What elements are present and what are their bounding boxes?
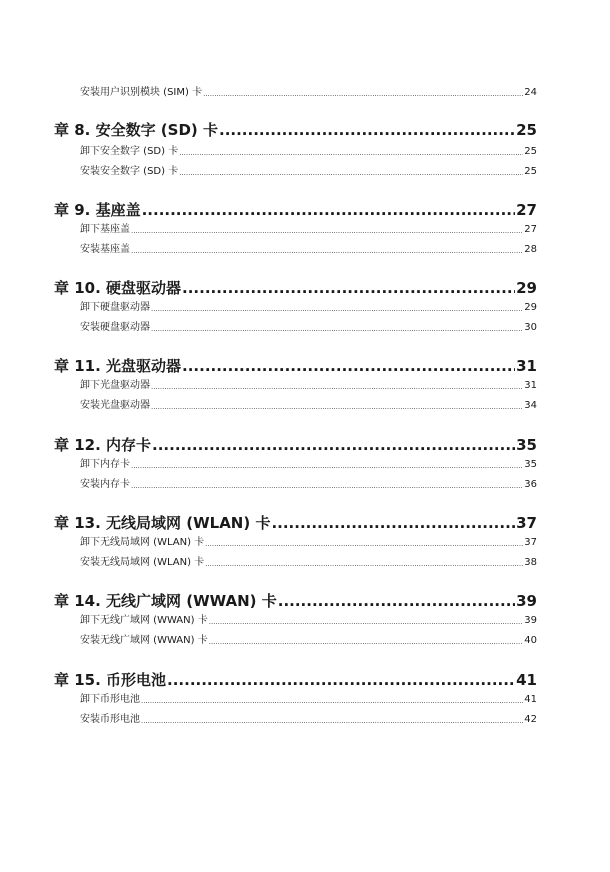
toc-entry-page-number: 34 <box>524 400 537 411</box>
toc-chapter-entry[interactable] <box>54 357 537 375</box>
toc-chapter-entry[interactable] <box>54 436 537 454</box>
dot-leader <box>209 638 524 647</box>
toc-entry-title: 安装安全数字 (SD) 卡 <box>80 166 179 177</box>
toc-section-entry[interactable] <box>80 537 537 549</box>
toc-section-entry[interactable] <box>80 635 537 647</box>
toc-entry-page-number: 25 <box>524 146 537 157</box>
dot-leader <box>131 462 523 471</box>
toc-entry-title: 章 14. 无线广域网 (WWAN) 卡 <box>54 592 277 610</box>
toc-entry-page-number: 24 <box>524 87 537 98</box>
toc-entry-page-number: 35 <box>524 459 537 470</box>
toc-section-entry[interactable] <box>80 244 537 256</box>
toc-chapter-entry[interactable] <box>54 592 537 610</box>
toc-section-entry[interactable] <box>80 380 537 392</box>
dot-leader <box>205 560 523 569</box>
toc-entry-page-number: 36 <box>524 479 537 490</box>
toc-entry-title: 卸下光盘驱动器 <box>80 380 150 391</box>
toc-section-entry[interactable] <box>80 557 537 569</box>
toc-entry-title: 安装用户识别模块 (SIM) 卡 <box>80 87 203 98</box>
toc-entry-title: 卸下硬盘驱动器 <box>80 302 150 313</box>
toc-entry-page-number: 31 <box>516 357 537 375</box>
dot-leader <box>141 697 523 706</box>
toc-entry-title: 卸下内存卡 <box>80 459 130 470</box>
dot-leader <box>278 592 515 610</box>
toc-chapter-entry[interactable] <box>54 279 537 297</box>
toc-chapter-entry[interactable] <box>54 201 537 219</box>
toc-chapter-entry[interactable] <box>54 121 537 139</box>
dot-leader <box>142 201 516 219</box>
toc-entry-title: 卸下安全数字 (SD) 卡 <box>80 146 179 157</box>
toc-entry-title: 章 10. 硬盘驱动器 <box>54 279 182 297</box>
toc-section-entry[interactable] <box>80 694 537 706</box>
dot-leader <box>209 618 524 627</box>
toc-entry-page-number: 27 <box>516 201 537 219</box>
toc-entry-page-number: 27 <box>524 224 537 235</box>
toc-section-entry[interactable] <box>80 459 537 471</box>
toc-entry-page-number: 35 <box>516 436 537 454</box>
toc-entry-title: 安装无线局域网 (WLAN) 卡 <box>80 557 205 568</box>
toc-entry-page-number: 30 <box>524 322 537 333</box>
toc-entry-page-number: 25 <box>524 166 537 177</box>
dot-leader <box>131 227 523 236</box>
toc-entry-page-number: 40 <box>524 635 537 646</box>
toc-entry-page-number: 29 <box>524 302 537 313</box>
toc-section-entry[interactable] <box>80 714 537 726</box>
toc-entry-title: 卸下无线广域网 (WWAN) 卡 <box>80 615 208 626</box>
toc-entry-title: 卸下无线局域网 (WLAN) 卡 <box>80 537 205 548</box>
toc-section-entry[interactable] <box>80 302 537 314</box>
toc-section-entry[interactable] <box>80 615 537 627</box>
toc-entry-title: 安装内存卡 <box>80 479 130 490</box>
dot-leader <box>271 514 515 532</box>
toc-entry-title: 章 13. 无线局域网 (WLAN) 卡 <box>54 514 271 532</box>
toc-section-entry[interactable] <box>80 166 537 178</box>
dot-leader <box>151 325 523 334</box>
dot-leader <box>152 436 515 454</box>
dot-leader <box>219 121 515 139</box>
toc-entry-page-number: 37 <box>516 514 537 532</box>
toc-entry-page-number: 38 <box>524 557 537 568</box>
toc-entry-page-number: 41 <box>516 671 537 689</box>
dot-leader <box>131 482 523 491</box>
toc-entry-title: 章 8. 安全数字 (SD) 卡 <box>54 121 218 139</box>
toc-entry-title: 安装光盘驱动器 <box>80 400 150 411</box>
dot-leader <box>179 149 523 158</box>
dot-leader <box>151 403 523 412</box>
toc-entry-title: 卸下基座盖 <box>80 224 130 235</box>
toc-chapter-entry[interactable] <box>54 671 537 689</box>
dot-leader <box>151 305 523 314</box>
toc-entry-page-number: 39 <box>524 615 537 626</box>
toc-entry-title: 卸下币形电池 <box>80 694 140 705</box>
toc-section-entry[interactable] <box>80 87 537 99</box>
toc-entry-title: 安装币形电池 <box>80 714 140 725</box>
dot-leader <box>179 169 523 178</box>
toc-section-entry[interactable] <box>80 224 537 236</box>
toc-section-entry[interactable] <box>80 322 537 334</box>
dot-leader <box>203 90 523 99</box>
dot-leader <box>182 357 515 375</box>
toc-chapter-entry[interactable] <box>54 514 537 532</box>
toc-entry-page-number: 37 <box>524 537 537 548</box>
toc-entry-page-number: 42 <box>524 714 537 725</box>
toc-entry-title: 章 11. 光盘驱动器 <box>54 357 182 375</box>
toc-entry-title: 章 12. 内存卡 <box>54 436 152 454</box>
dot-leader <box>131 247 523 256</box>
dot-leader <box>151 383 523 392</box>
toc-entry-page-number: 25 <box>516 121 537 139</box>
toc-entry-page-number: 29 <box>516 279 537 297</box>
toc-section-entry[interactable] <box>80 479 537 491</box>
toc-entry-page-number: 39 <box>516 592 537 610</box>
toc-entry-title: 章 15. 币形电池 <box>54 671 167 689</box>
toc-entry-page-number: 41 <box>524 694 537 705</box>
toc-entry-page-number: 28 <box>524 244 537 255</box>
dot-leader <box>141 717 523 726</box>
toc-entry-title: 安装硬盘驱动器 <box>80 322 150 333</box>
toc-section-entry[interactable] <box>80 146 537 158</box>
toc-section-entry[interactable] <box>80 400 537 412</box>
dot-leader <box>182 279 515 297</box>
toc-entry-title: 章 9. 基座盖 <box>54 201 141 219</box>
toc-entry-title: 安装基座盖 <box>80 244 130 255</box>
dot-leader <box>205 540 523 549</box>
toc-entry-title: 安装无线广域网 (WWAN) 卡 <box>80 635 208 646</box>
toc-entry-page-number: 31 <box>524 380 537 391</box>
dot-leader <box>167 671 515 689</box>
